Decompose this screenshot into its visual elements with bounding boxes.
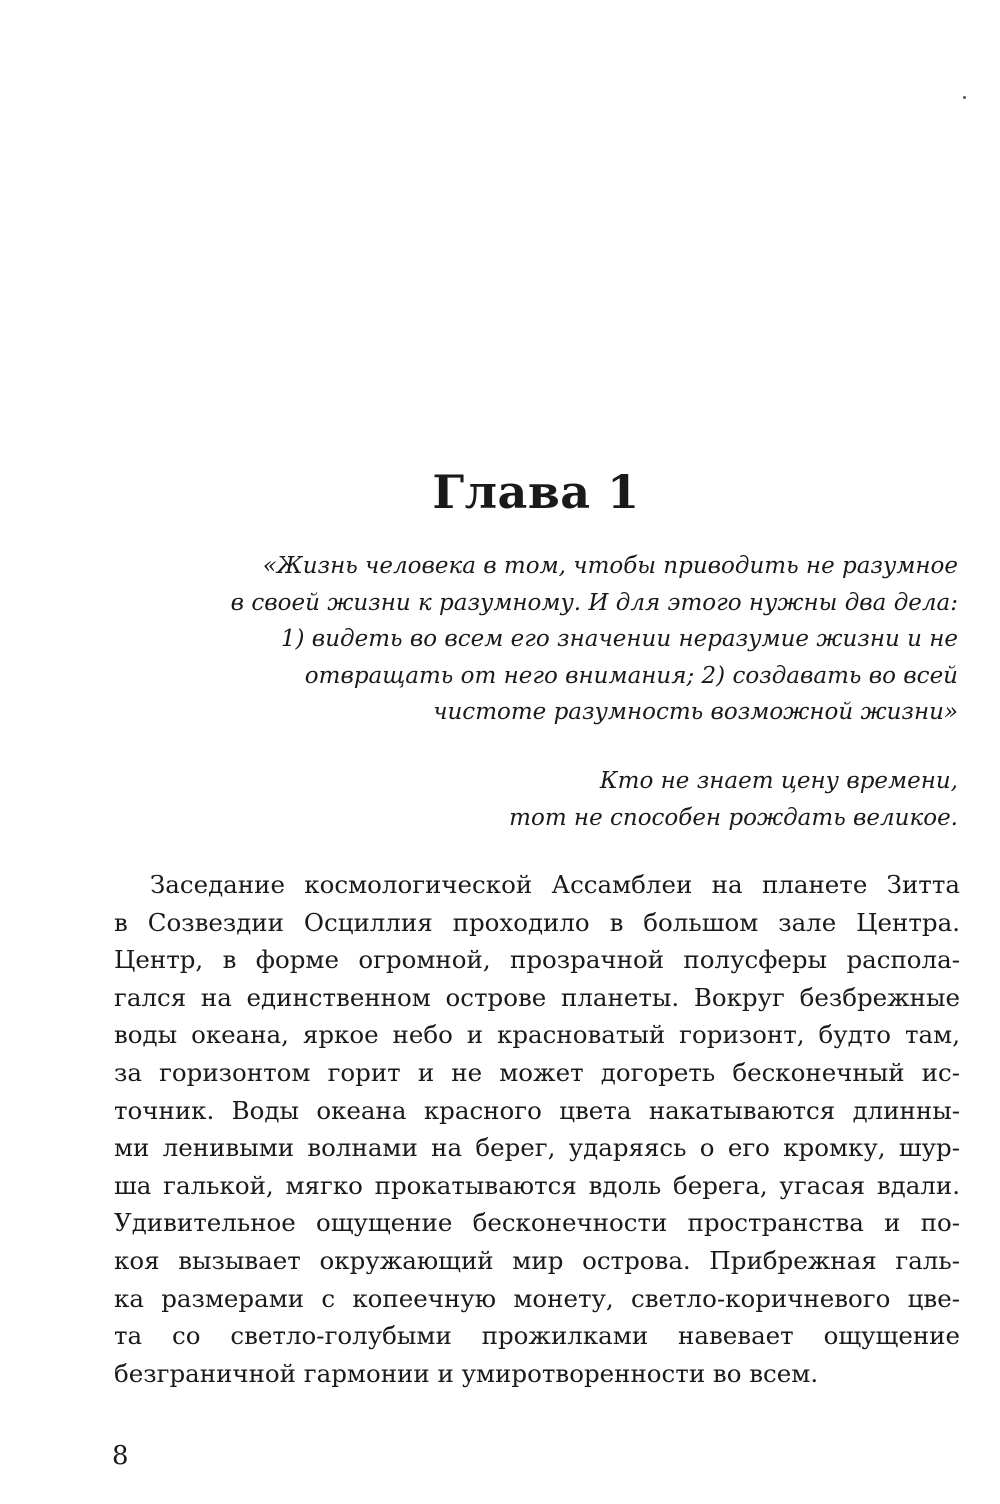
body-paragraph	[114, 866, 960, 1392]
epigraph-line: 1) видеть во всем его значении неразумие жизни и не	[280, 626, 958, 652]
body-line: ми ленивыми волнами на берег, ударяясь о его кромку, шур-	[114, 1133, 960, 1163]
body-line: Центр, в форме огромной, прозрачной полусферы распола-	[114, 945, 960, 975]
body-line: Удивительное ощущение бесконечности пространства и по-	[114, 1208, 960, 1238]
print-speck	[963, 96, 966, 99]
epigraph-line: отвращать от него внимания; 2) создавать во всей	[304, 662, 958, 689]
page-number: 8	[112, 1441, 129, 1471]
body-line: коя вызывает окружающий мир острова. Прибрежная галь-	[114, 1245, 960, 1275]
chapter-title: Глава 1	[432, 465, 640, 519]
body-line: воды океана, яркое небо и красноватый горизонт, будто там,	[114, 1020, 960, 1050]
epigraph-line: в своей жизни к разумному. И для этого нужны два дела:	[230, 589, 958, 616]
body-line: безграничной гармонии и умиротворенности во всем.	[114, 1358, 819, 1388]
motto	[138, 763, 958, 836]
epigraph-line: «Жизнь человека в том, чтобы приводить не разумное	[262, 553, 958, 579]
body-line: точник. Воды океана красного цвета накатываются длинны-	[114, 1095, 960, 1125]
body-line: та со светло-голубыми прожилками навевает ощущение	[114, 1321, 960, 1351]
body-line: в Созвездии Осциллия проходило в большом зале Центра.	[114, 907, 960, 937]
body-line: Заседание космологической Ассамблеи на планете Зитта	[150, 870, 960, 899]
body-line: ша галькой, мягко прокатываются вдоль берега, угасая вдали.	[114, 1170, 960, 1200]
body-line: за горизонтом горит и не может догореть бесконечный ис-	[114, 1057, 960, 1087]
motto-line: тот не способен рождать великое.	[509, 804, 958, 831]
body-line: ка размерами с копеечную монету, светло-коричневого цве-	[114, 1283, 960, 1313]
motto-line: Кто не знает цену времени,	[599, 768, 958, 794]
epigraph-line: чистоте разумность возможной жизни»	[433, 699, 958, 725]
epigraph-quote	[138, 548, 958, 731]
body-line: гался на единственном острове планеты. Вокруг безбрежные	[114, 982, 960, 1012]
